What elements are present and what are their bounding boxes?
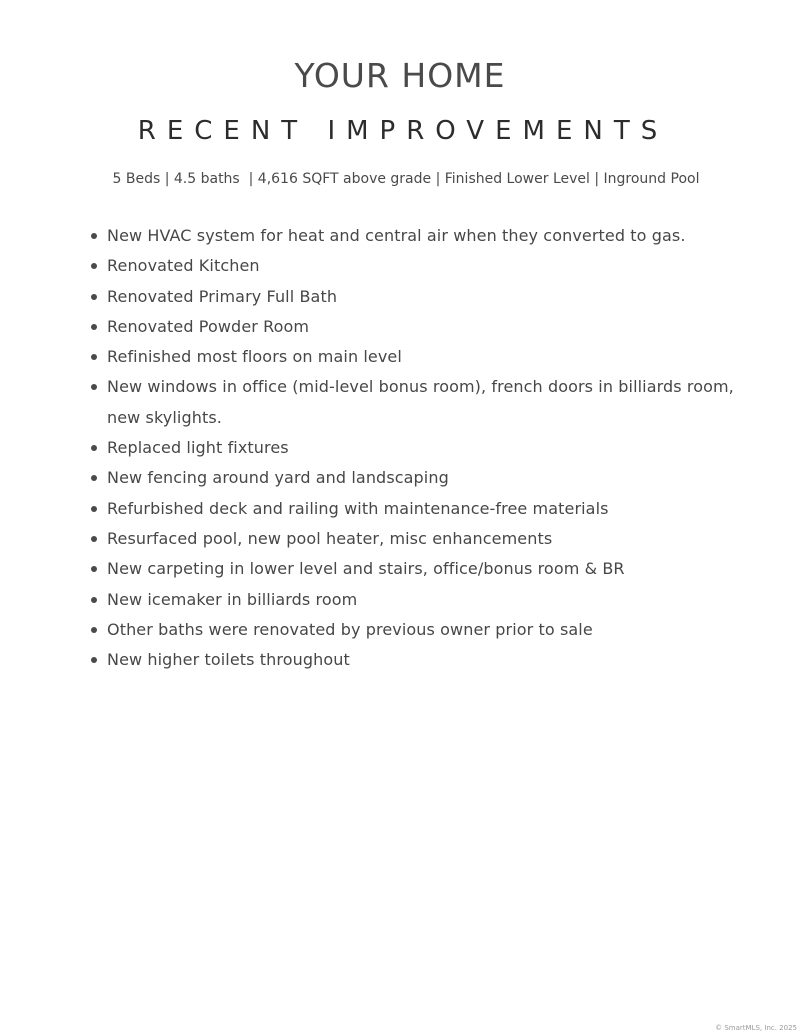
- list-item: New fencing around yard and landscaping: [107, 463, 747, 493]
- property-specs: 5 Beds | 4.5 baths | 4,616 SQFT above grade | Finished Lower Level | Inground Pool: [112, 171, 700, 187]
- list-item: Renovated Powder Room: [107, 312, 747, 342]
- list-item: New HVAC system for heat and central air when they converted to gas.: [107, 221, 747, 251]
- list-item: Other baths were renovated by previous owner prior to sale: [107, 615, 747, 645]
- improvements-list: [88, 221, 747, 675]
- list-item: New windows in office (mid-level bonus room), french doors in billiards room, new skylights.: [107, 372, 747, 433]
- list-item: Replaced light fixtures: [107, 433, 747, 463]
- list-item: New icemaker in billiards room: [107, 585, 747, 615]
- list-item: Resurfaced pool, new pool heater, misc enhancements: [107, 524, 747, 554]
- list-item: New carpeting in lower level and stairs, office/bonus room & BR: [107, 554, 747, 584]
- page-subtitle: RECENT IMPROVEMENTS: [137, 116, 669, 146]
- page-title: YOUR HOME: [294, 56, 506, 95]
- copyright-notice: © SmartMLS, Inc. 2025: [715, 1024, 797, 1032]
- list-item: Renovated Kitchen: [107, 251, 747, 281]
- list-item: Renovated Primary Full Bath: [107, 282, 747, 312]
- list-item: Refurbished deck and railing with maintenance-free materials: [107, 494, 747, 524]
- list-item: New higher toilets throughout: [107, 645, 747, 675]
- list-item: Refinished most floors on main level: [107, 342, 747, 372]
